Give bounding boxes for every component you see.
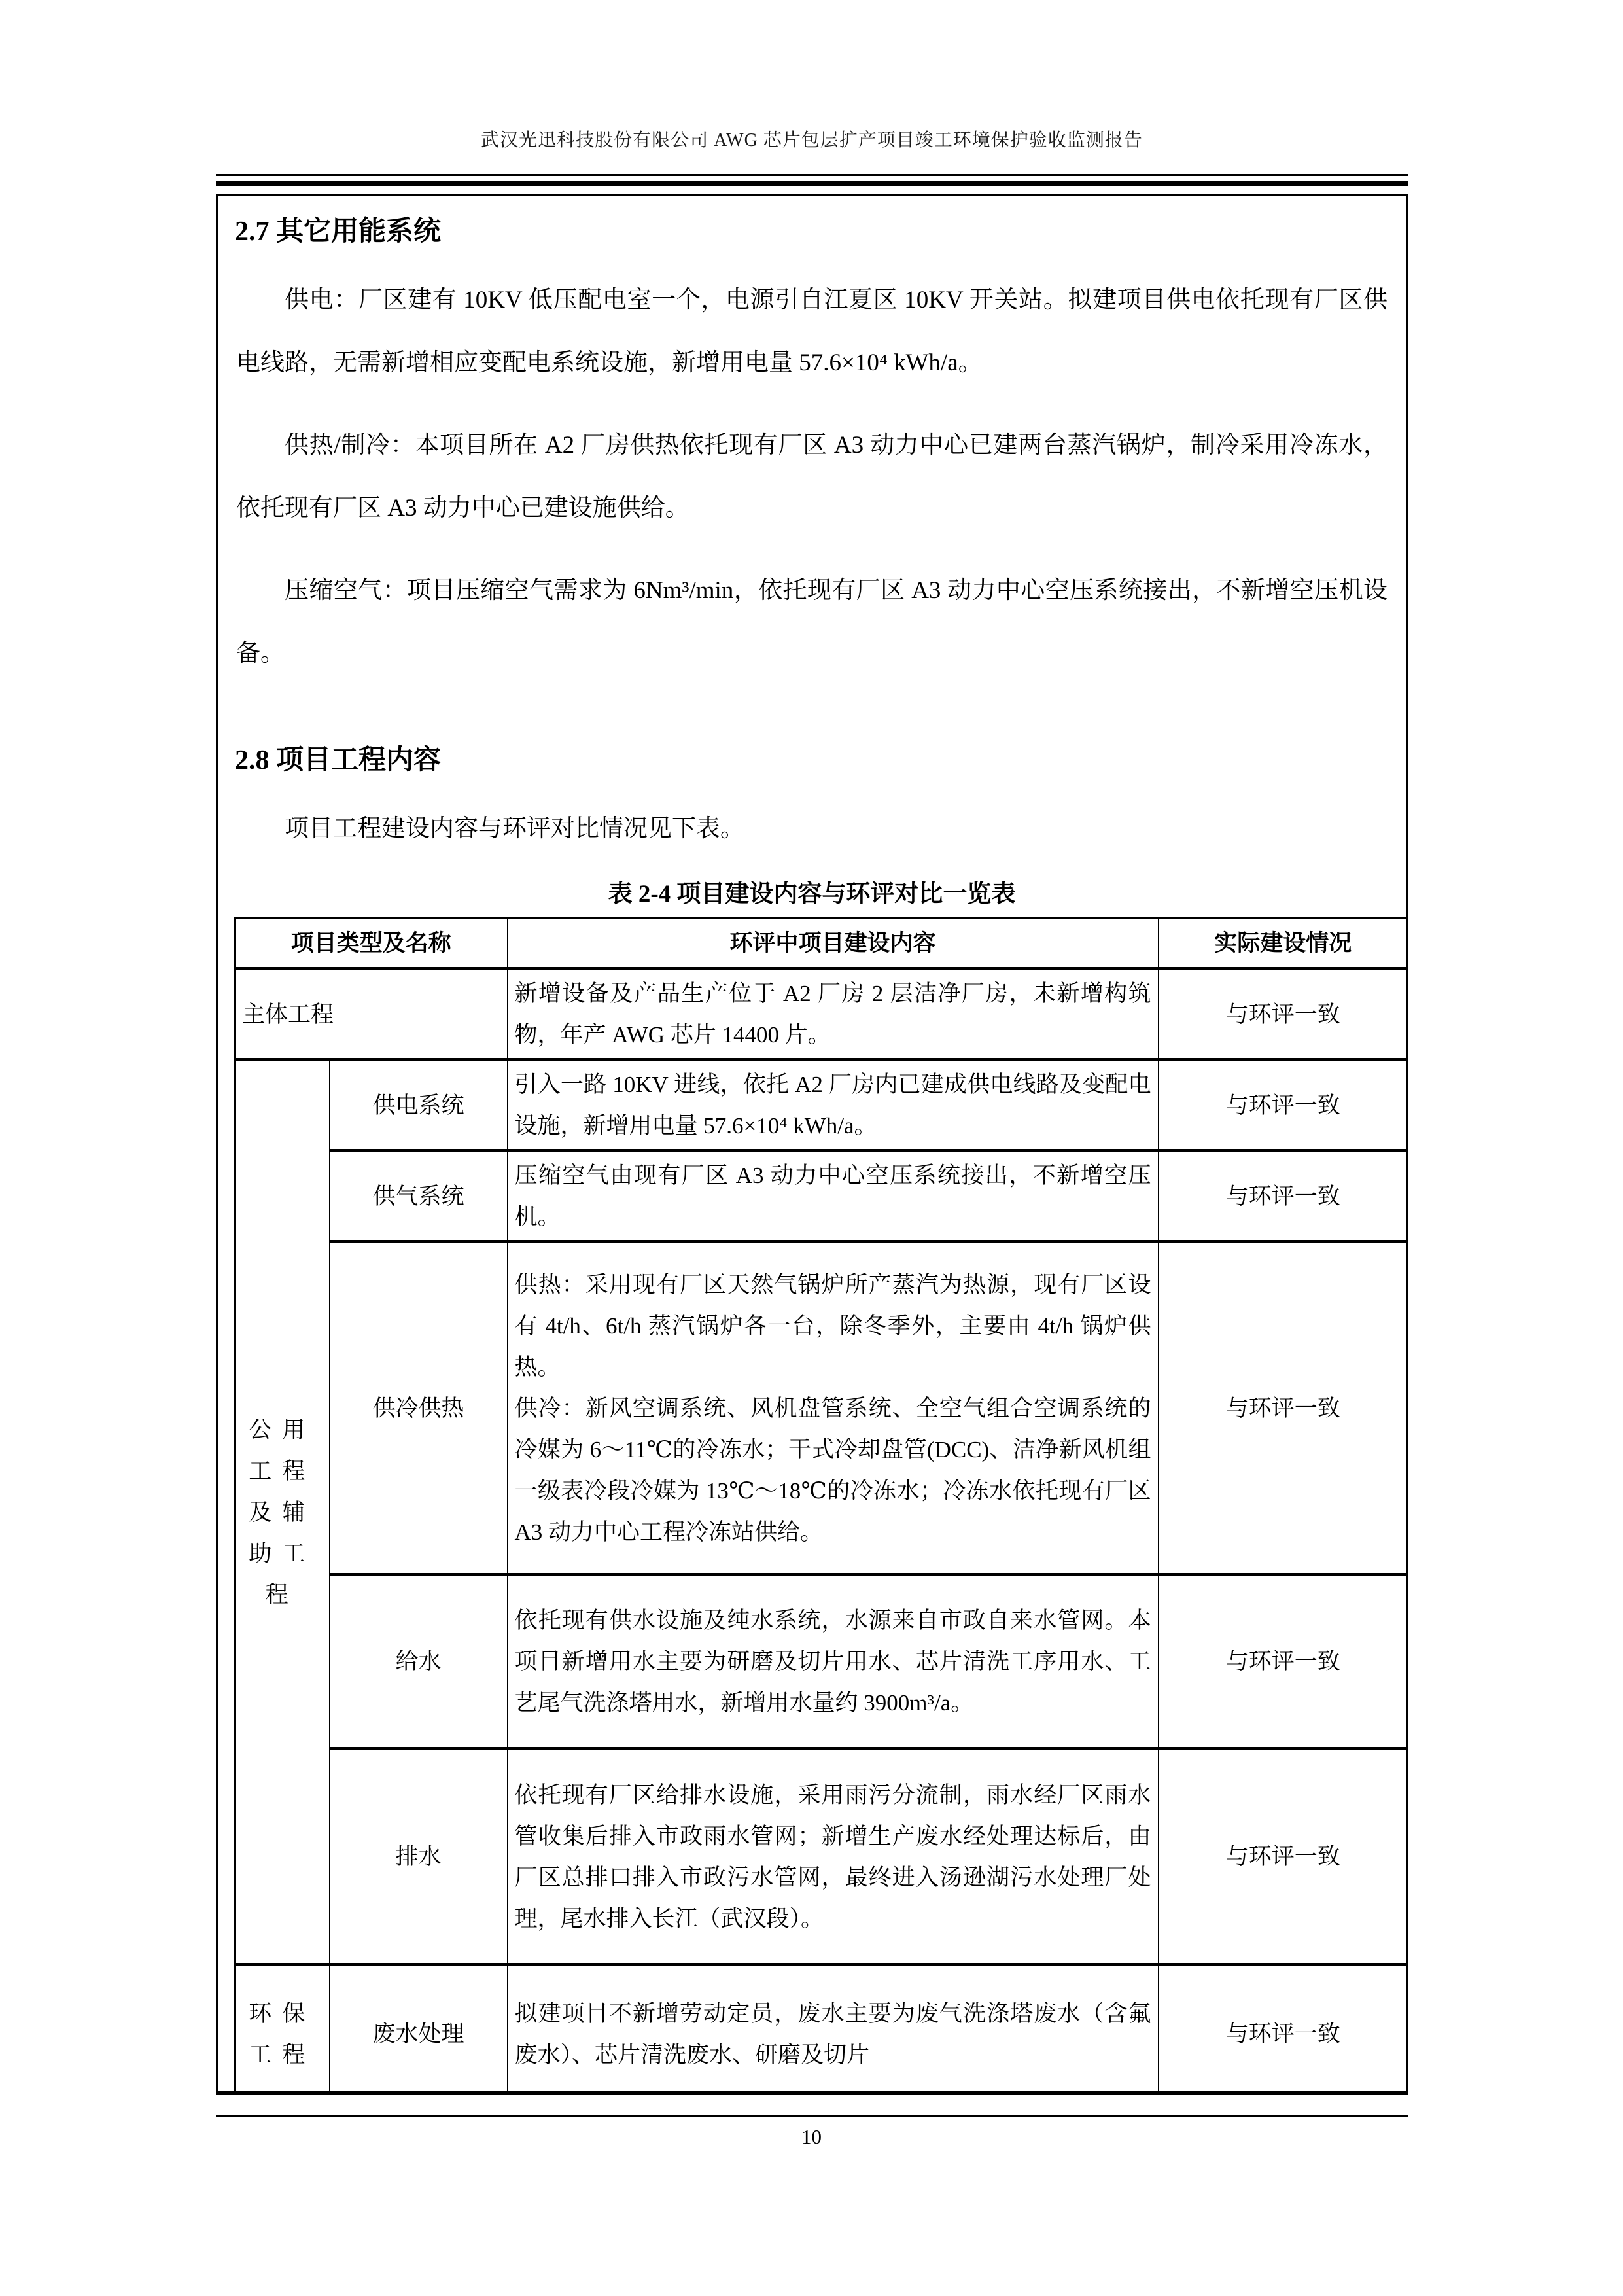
cell-water-supply-name: 给水 [330,1575,508,1749]
cell-power-system-status: 与环评一致 [1159,1060,1408,1151]
cell-hvac-name: 供冷供热 [330,1242,508,1575]
cell-gas-system-status: 与环评一致 [1159,1151,1408,1242]
header-rule-thin [216,174,1408,176]
col-header-eia-content: 环评中项目建设内容 [508,918,1159,969]
paragraph-table-intro: 项目工程建设内容与环评对比情况见下表。 [285,815,744,842]
table-header-row [235,918,1408,969]
cell-gas-system-content: 压缩空气由现有厂区 A3 动力中心空压系统接出，不新增空压机。 [508,1151,1159,1242]
cell-power-system-content: 引入一路 10KV 进线，依托 A2 厂房内已建成供电线路及变配电设施，新增用电量 57.6×10⁴ kWh/a。 [508,1060,1159,1151]
cell-wastewater-status: 与环评一致 [1159,1965,1408,2096]
cell-hvac-content [508,1242,1159,1575]
col-header-actual: 实际建设情况 [1159,918,1408,969]
comparison-table [234,917,1408,2095]
page-number: 10 [801,2125,822,2148]
cell-main-project-content: 新增设备及产品生产位于 A2 厂房 2 层洁净厂房，未新增构筑物，年产 AWG 芯片 14400 片。 [508,969,1159,1060]
paragraph-compressed-air: 压缩空气：项目压缩空气需求为 6Nm³/min，依托现有厂区 A3 动力中心空压系统接出，不新增空压机设备。 [236,577,1387,667]
table-caption: 表 2-4 项目建设内容与环评对比一览表 [608,881,1016,908]
table-row-water-supply [235,1575,1408,1749]
cell-wastewater-name: 废水处理 [330,1965,508,2096]
cell-main-project-status: 与环评一致 [1159,969,1408,1060]
footer-rule [216,2115,1408,2117]
cell-gas-system-name: 供气系统 [330,1151,508,1242]
section-2-7-heading: 2.7 其它用能系统 [235,217,442,247]
table-row-gas-system [235,1151,1408,1242]
table-row-wastewater [235,1965,1408,2096]
cell-wastewater-content: 拟建项目不新增劳动定员，废水主要为废气洗涤塔废水（含氟废水）、芯片清洗废水、研磨及切片 [508,1965,1159,2096]
col-header-category: 项目类型及名称 [235,918,508,969]
cell-water-supply-content: 依托现有供水设施及纯水系统，水源来自市政自来水管网。本项目新增用水主要为研磨及切片用水、芯片清洗工序用水、工艺尾气洗涤塔用水，新增用水量约 3900m³/a。 [508,1575,1159,1749]
cell-group-utility-works: 公用工程及辅助工程 [235,1060,330,1965]
cell-water-supply-status: 与环评一致 [1159,1575,1408,1749]
cell-drainage-status: 与环评一致 [1159,1749,1408,1965]
table-row-main-project [235,969,1408,1060]
section-2-8-heading: 2.8 项目工程内容 [235,745,442,775]
table-row-drainage [235,1749,1408,1965]
table-row-hvac [235,1242,1408,1575]
table-row-power-system [235,1060,1408,1151]
hvac-heating-text: 供热：采用现有厂区天然气锅炉所产蒸汽为热源，现有厂区设有 4t/h、6t/h 蒸汽锅炉各一台，除冬季外，主要由 4t/h 锅炉供热。 [514,1271,1151,1380]
cell-hvac-status: 与环评一致 [1159,1242,1408,1575]
header-rule-thick [216,181,1408,186]
cell-main-project-name: 主体工程 [235,969,508,1060]
cell-drainage-content: 依托现有厂区给排水设施，采用雨污分流制，雨水经厂区雨水管收集后排入市政雨水管网；新增生产废水经处理达标后，由厂区总排口排入市政污水管网，最终进入汤逊湖污水处理厂处理，尾水排入长江（武汉段）。 [508,1749,1159,1965]
cell-group-environment-works: 环保工程 [235,1965,330,2096]
paragraph-heating-cooling: 供热/制冷：本项目所在 A2 厂房供热依托现有厂区 A3 动力中心已建两台蒸汽锅炉，制冷采用冷冻水，依托现有厂区 A3 动力中心已建设施供给。 [236,432,1387,521]
hvac-cooling-text: 供冷：新风空调系统、风机盘管系统、全空气组合空调系统的冷媒为 6～11℃的冷冻水；干式冷却盘管(DCC)、洁净新风机组一级表冷段冷媒为 13℃～18℃的冷冻水；冷冻水依托现有厂区 A3 动力中心工程冷冻站供给。 [514,1395,1151,1545]
running-header-title: 武汉光迅科技股份有限公司 AWG 芯片包层扩产项目竣工环境保护验收监测报告 [481,130,1143,150]
cell-power-system-name: 供电系统 [330,1060,508,1151]
content-box [216,194,1408,2095]
paragraph-power-supply: 供电：厂区建有 10KV 低压配电室一个，电源引自江夏区 10KV 开关站。拟建项目供电依托现有厂区供电线路，无需新增相应变配电系统设施，新增用电量 57.6×10⁴ kWh/a。 [236,287,1387,376]
cell-drainage-name: 排水 [330,1749,508,1965]
